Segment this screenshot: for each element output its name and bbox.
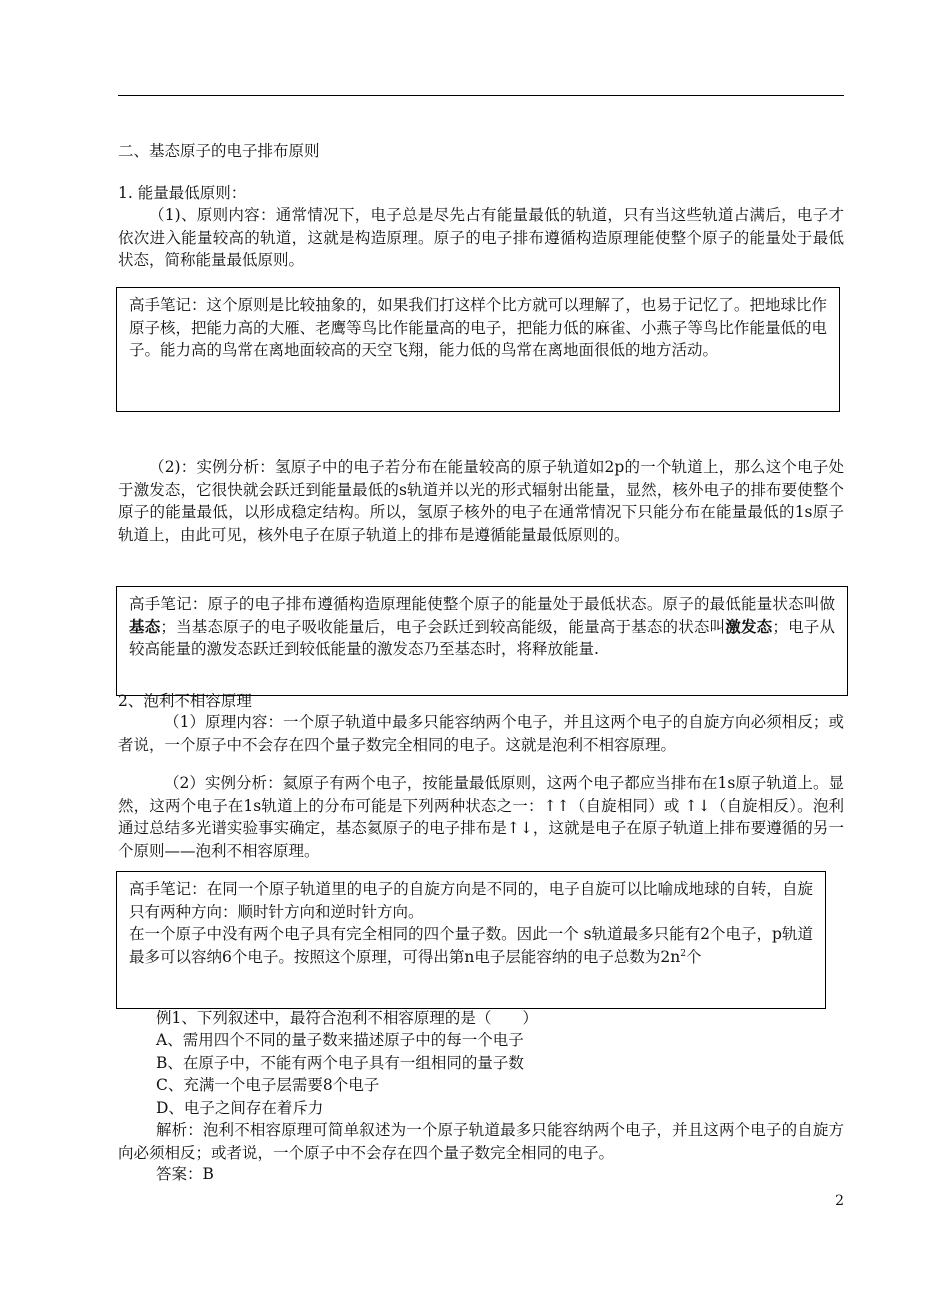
- note-text: 在一个原子中没有两个电子具有完全相同的四个量子数。因此一个 s轨道最多只能有2个电子，p轨道最多可以容纳6个电子。按照这个原理，可得出第n电子层能容纳的电子总数为2n: [129, 925, 813, 966]
- note-text: 高手笔记：在同一个原子轨道里的电子的自旋方向是不同的，电子自旋可以比喻成地球的自转，自旋只有两种方向：顺时针方向和逆时针方向。: [129, 880, 813, 921]
- note-text: 高手笔记：这个原则是比较抽象的，如果我们打这样个比方就可以理解了，也易于记忆了。把地球比作原子核，把能力高的大雁、老鹰等鸟比作能量高的电子，把能力低的麻雀、小燕子等鸟比作能量低的电子。能力高的鸟常在离地面较高的天空飞翔，能力低的鸟常在离地面很低的地方活动。: [129, 296, 827, 359]
- heading-pauli-principle: 2、泡利不相容原理: [118, 692, 252, 710]
- page-number: 2: [835, 1193, 844, 1209]
- answer-line: 答案：B: [156, 1165, 214, 1183]
- example-analysis-paragraph: （2)：实例分析：氢原子中的电子若分布在能量较高的原子轨道如2p的一个轨道上，那么这个电子处于激发态，它很快就会跃迁到能量最低的s轨道并以光的形式辐射出能量，显然，核外电子的排布要使整个原子的能量最低，以形成稳定结构。所以，氢原子核外的电子在通常情况下只能分布在能量最低的1s原子轨道上，由此可见，核外电子在原子轨道上的排布是遵循能量最低原则的。: [118, 458, 844, 544]
- term-ground-state: 基态: [129, 616, 161, 636]
- pauli-content-paragraph: （1）原理内容：一个原子轨道中最多只能容纳两个电子，并且这两个电子的自旋方向必须相反；或者说，一个原子中不会存在四个量子数完全相同的电子。这就是泡利不相容原理。: [118, 713, 844, 754]
- header-rule: [118, 95, 844, 96]
- option-a: A、需用四个不同的量子数来描述原子中的每一个电子: [156, 1031, 524, 1049]
- analysis-paragraph: 解析：泡利不相容原理可简单叙述为一个原子轨道最多只能容纳两个电子，并且这两个电子的自旋方向必须相反；或者说，一个原子中不会存在四个量子数完全相同的电子。: [118, 1121, 844, 1162]
- pauli-example-paragraph: （2）实例分析：氦原子有两个电子，按能量最低原则，这两个电子都应当排布在1s原子轨道上。显然，这两个电子在1s轨道上的分布可能是下列两种状态之一：↑↑（自旋相同）或 ↑↓（自旋相反）。泡利通过总结多光谱实验事实确定，基态氦原子的电子排布是↑↓，这就是电子在原子轨道上排布要遵循的另一个原则——泡利不相容原理。: [118, 774, 844, 860]
- option-d: D、电子之间存在着斥力: [156, 1099, 324, 1117]
- note-box-2: 高手笔记：原子的电子排布遵循构造原理能使整个原子的能量处于最低状态。原子的最低能量状态叫做基态；当基态原子的电子吸收能量后，电子会跃迁到较高能级，能量高于基态的状态叫激发态；电子从较高能量的激发态跃迁到较低能量的激发态乃至基态时，将释放能量.: [116, 586, 848, 696]
- section-title: 二、基态原子的电子排布原则: [118, 142, 320, 160]
- example-question: 例1、下列叙述中，最符合泡利不相容原理的是（ ）: [156, 1009, 538, 1027]
- term-excited-state: 激发态: [725, 616, 773, 636]
- option-c: C、充满一个电子层需要8个电子: [156, 1076, 380, 1094]
- note-box-1: [116, 287, 840, 412]
- option-b: B、在原子中，不能有两个电子具有一组相同的量子数: [156, 1054, 524, 1072]
- heading-lowest-energy-principle: 1. 能量最低原则：: [118, 184, 247, 202]
- note-box-3: 高手笔记：在同一个原子轨道里的电子的自旋方向是不同的，电子自旋可以比喻成地球的自转，自旋只有两种方向：顺时针方向和逆时针方向。 在一个原子中没有两个电子具有完全相同的四个量子数。因此一个 s轨道最多只能有2个电子，p轨道最多可以容纳6个电子。按照这个原理，可得出第n电子层能容纳的电子总数为$2n^2$个: [116, 871, 826, 1009]
- principle-content-paragraph: （1)、原则内容：通常情况下，电子总是尽先占有能量最低的轨道，只有当这些轨道占满后，电子才依次进入能量较高的轨道，这就是构造原理。原子的电子排布遵循构造原理能使整个原子的能量处于最低状态，简称能量最低原则。: [118, 206, 844, 269]
